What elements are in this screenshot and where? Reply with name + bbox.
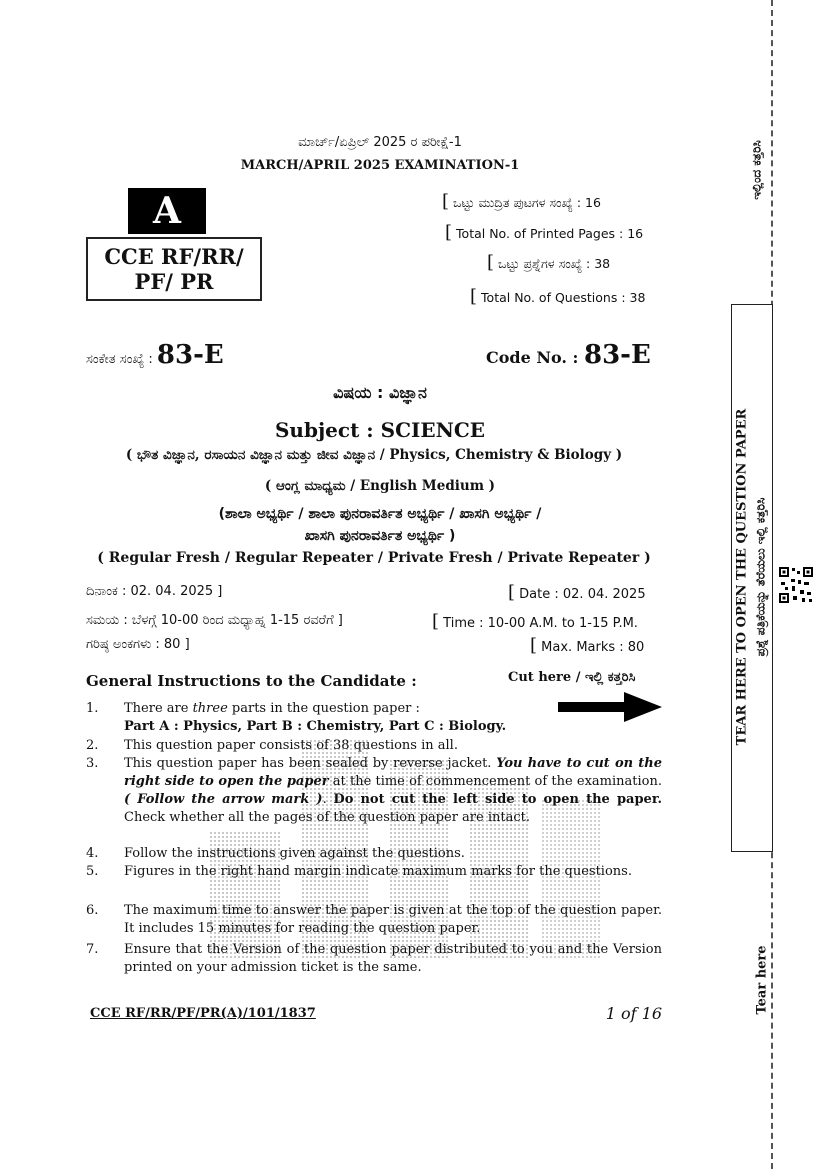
code-number-english: Code No. : 83-E	[486, 340, 651, 370]
max-marks-english: [ Max. Marks : 80	[530, 635, 645, 656]
questions-count-english: [ Total No. of Questions : 38	[470, 286, 646, 307]
tear-instruction-english: TEAR HERE TO OPEN THE QUESTION PAPER	[734, 408, 750, 746]
time-english: [ Time : 10-00 A.M. to 1-15 P.M.	[432, 611, 638, 632]
questions-count-kannada: [ ಒಟ್ಟು ಪ್ರಶ್ನೆಗಳ ಸಂಖ್ಯೆ : 38	[487, 252, 611, 273]
printed-pages-english: [ Total No. of Printed Pages : 16	[445, 222, 644, 243]
cce-line-1: CCE RF/RR/	[104, 244, 244, 269]
max-marks-kannada: ಗರಿಷ್ಠ ಅಂಕಗಳು : 80 ]	[86, 637, 190, 652]
date-kannada: ದಿನಾಂಕ : 02. 04. 2025 ]	[86, 584, 223, 599]
cut-from-here-kannada: ಇಲ್ಲಿಂದ ಕತ್ತರಿಸಿ	[749, 140, 764, 200]
tear-instruction-kannada: ಪ್ರಶ್ನೆ ಪತ್ರಿಕೆಯನ್ನು ತೆರೆಯಲು ಇಲ್ಲಿ ಕತ್ತರಿಸಿ	[753, 497, 768, 657]
cut-here-label: Cut here / ಇಲ್ಲಿ ಕತ್ತರಿಸಿ	[508, 670, 636, 685]
instructions-heading: General Instructions to the Candidate :	[86, 672, 417, 690]
printed-pages-kannada: [ ಒಟ್ಟು ಮುದ್ರಿತ ಪುಟಗಳ ಸಂಖ್ಯೆ : 16	[442, 191, 601, 212]
exam-title-english: MARCH/APRIL 2025 EXAMINATION-1	[240, 158, 520, 173]
medium: ( ಆಂಗ್ಲ ಮಾಧ್ಯಮ / English Medium )	[264, 478, 496, 494]
instruction-item: 6. The maximum time to answer the paper is given at the top of the question paper. It includes 15 minutes for reading the question paper.	[86, 903, 662, 936]
version-badge: A	[128, 188, 206, 234]
code-number-kannada: ಸಂಕೇತ ಸಂಖ್ಯೆ : 83-E	[86, 340, 224, 370]
exam-title-kannada: ಮಾರ್ಚ್/ಏಪ್ರಿಲ್ 2025 ರ ಪರೀಕ್ಷೆ-1	[298, 135, 462, 150]
instruction-item: 2. This question paper consists of 38 questions in all.	[86, 738, 458, 753]
instruction-item: 3. This question paper has been sealed by reverse jacket. You have to cut on the right side to open the paper at the time of commencement of the examination. ( Follow the arrow mark ). Do not cut the left side to open the paper. Check whether all the pages of the question paper are intact.	[86, 756, 662, 825]
instruction-item: 7. Ensure that the Version of the question paper distributed to you and the Version printed on your admission ticket is the same.	[86, 942, 662, 975]
instruction-item: 1. There are three parts in the question paper : Part A : Physics, Part B : Chemistry, Part C : Biology.	[86, 700, 662, 736]
page-number: 1 of 16	[605, 1004, 662, 1023]
candidate-type-kannada-2: ಖಾಸಗಿ ಪುನರಾವರ್ತಿತ ಅಭ್ಯರ್ಥಿ )	[304, 528, 456, 544]
subject-english: Subject : SCIENCE	[274, 418, 486, 442]
cce-line-2: PF/ PR	[134, 269, 214, 294]
subject-kannada: ವಿಷಯ : ವಿಜ್ಞಾನ	[333, 383, 427, 402]
subject-subtitle: ( ಭೌತ ವಿಜ್ಞಾನ, ರಸಾಯನ ವಿಜ್ಞಾನ ಮತ್ತು ಜೀವ ವಿಜ್ಞಾನ / Physics, Chemistry & Biology )	[125, 447, 623, 463]
instruction-item: 5. Figures in the right hand margin indicate maximum marks for the questions.	[86, 864, 632, 879]
candidate-type-english: ( Regular Fresh / Regular Repeater / Private Fresh / Private Repeater )	[97, 550, 651, 566]
instruction-parts: Part A : Physics, Part B : Chemistry, Part C : Biology.	[124, 719, 507, 734]
date-english: [ Date : 02. 04. 2025	[508, 582, 646, 603]
footer-paper-code: CCE RF/RR/PF/PR(A)/101/1837	[90, 1006, 316, 1021]
instruction-item: 4. Follow the instructions given against the questions.	[86, 846, 465, 861]
cce-category-box	[86, 237, 262, 301]
tear-here-label: Tear here	[754, 945, 770, 1015]
candidate-type-kannada-1: (ಶಾಲಾ ಅಭ್ಯರ್ಥಿ / ಶಾಲಾ ಪುನರಾವರ್ತಿತ ಅಭ್ಯರ್ಥಿ / ಖಾಸಗಿ ಅಭ್ಯರ್ಥಿ /	[218, 506, 542, 522]
time-kannada: ಸಮಯ : ಬೆಳಗ್ಗೆ 10-00 ರಿಂದ ಮಧ್ಯಾಹ್ನ 1-15 ರವರೆಗೆ ]	[86, 613, 343, 628]
qr-code-icon	[778, 566, 814, 604]
